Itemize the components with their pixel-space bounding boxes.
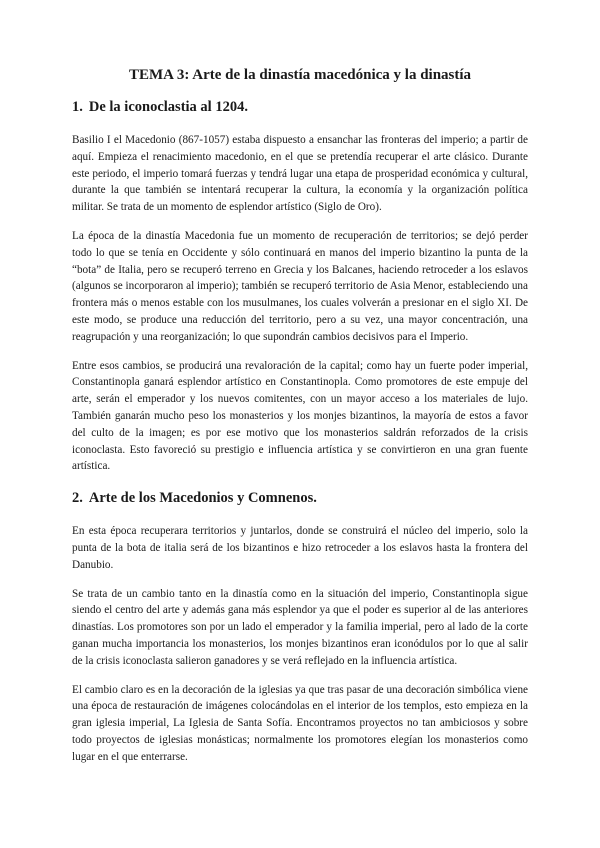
paragraph: Entre esos cambios, se producirá una revaloración de la capital; como hay un fuerte poder imperial, Constantinopla ganará esplendor artístico en Constantinopla. Como promotores de este empuje del arte, serán el emperador y los nuevos comitentes, con un mayor acceso a los materiales de lujo. También ganarán mucho peso los monasterios y los monjes bizantinos, la mayoría de estos a favor del culto de la imagen; es por ese motivo que los monasterios saldrán reforzados de la crisis iconoclasta. Esto favoreció su prestigio e influencia artística y se convirtieron en una gran fuente artística. xyxy=(72,359,528,473)
section-heading xyxy=(72,489,528,507)
section-title: De la iconoclastia al 1204. xyxy=(88,99,248,115)
paragraph: En esta época recuperara territorios y juntarlos, donde se construirá el núcleo del imperio, solo la punta de la bota de italia será de los bizantinos e hizo retroceder a los eslavos hasta la frontera del Danubio. xyxy=(72,525,528,571)
section-1 xyxy=(72,98,528,475)
section-number: 1. xyxy=(72,99,83,115)
paragraph: Basilio I el Macedonio (867-1057) estaba dispuesto a ensanchar las fronteras del imperio; a partir de aquí. Empieza el renacimiento macedonio, en el que se pretendía recuperar el arte clásico. Durante este periodo, el imperio tomará fuerzas y tendrá lugar una etapa de prosperidad económica y cultural, durante la que también se intentará recuperar la cultura, la economía y la organización política militar. Se trata de un momento de esplendor artístico (Siglo de Oro). xyxy=(72,134,528,214)
section-heading xyxy=(72,98,528,116)
paragraph: Se trata de un cambio tanto en la dinastía como en la situación del imperio, Constantinopla sigue siendo el centro del arte y además gana más esplendor ya que el poder es superior al de las anteriores dinastías. Los promotores son por un lado el emperador y la familia imperial, pero al lado de la corte ganan mucha importancia los monasterios, los monjes bizantinos eran iconódulos por lo que al salir de la crisis iconoclasta salieron ganadores y se verá reflejado en la influencia artística. xyxy=(72,587,528,667)
paragraph: El cambio claro es en la decoración de la iglesias ya que tras pasar de una decoración simbólica viene una época de restauración de imágenes colocándolas en el interior de los templos, esto empieza en la gran iglesia imperial, La Iglesia de Santa Sofía. Encontramos proyectos no tan ambiciosos y sobre todo proyectos de iglesias monásticas; normalmente los promotores elegían los monasterios como lugar en el que enterrarse. xyxy=(72,683,528,763)
paragraph: La época de la dinastía Macedonia fue un momento de recuperación de territorios; se dejó perder todo lo que se tenía en Occidente y sólo continuará en manos del imperio bizantino la punta de la “bota” de Italia, pero se recuperó terreno en Grecia y los Balcanes, haciendo retroceder a los eslavos (algunos se incorporaron al imperio); también se recuperó territorio de Asia Menor, estableciendo una frontera más o menos estable con los musulmanes, los cuales volverán a presionar en el siglo XI. De este modo, se produce una reducción del territorio, pero a su vez, una mayor concentración, una reagrupación y una reorganización; lo que supondrán cambios decisivos para el Imperio. xyxy=(72,229,528,343)
section-number: 2. xyxy=(72,490,83,507)
section-title: Arte de los Macedonios y Comnenos. xyxy=(88,490,317,507)
document-title: TEMA 3: Arte de la dinastía macedónica y la dinastía xyxy=(128,67,472,83)
document-page xyxy=(72,66,528,778)
section-2 xyxy=(72,489,528,765)
